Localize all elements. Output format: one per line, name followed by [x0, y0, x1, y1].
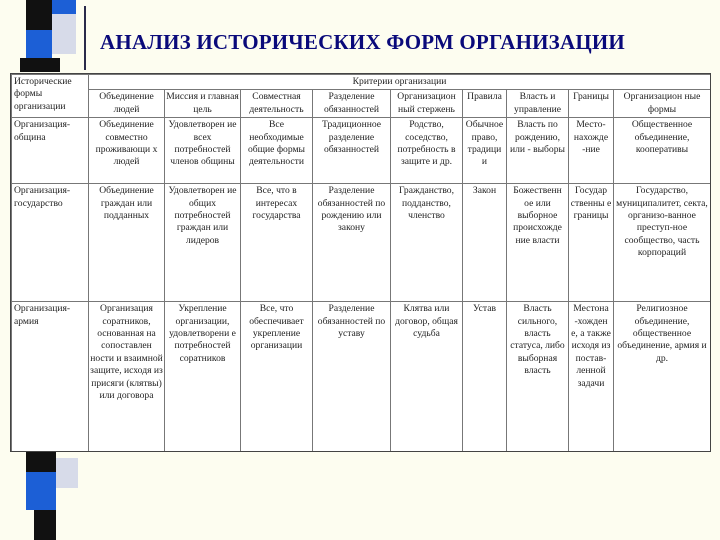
table-header-row [12, 75, 711, 90]
table-cell: Удовлетворен ие всех потребностей членов общины [165, 118, 241, 184]
column-header-row [12, 90, 711, 118]
slide-title: АНАЛИЗ ИСТОРИЧЕСКИХ ФОРМ ОРГАНИЗАЦИИ [100, 30, 625, 54]
row-header: Организация-община [12, 118, 89, 184]
table-cell: Власть сильного, власть статуса, либо выборная власть [507, 302, 569, 452]
column-header: Власть и управление [507, 90, 569, 118]
table-cell: Объединение совместно проживающи х людей [89, 118, 165, 184]
table-cell: Укрепление организации, удовлетворени е потребностей соратников [165, 302, 241, 452]
column-header: Объединение людей [89, 90, 165, 118]
table-cell: Местона -хожден е, а также исходя из постав-ленной задачи [569, 302, 614, 452]
table-cell: Организация соратников, основанная на сопоставлен ности и взаимной защите, исходя из присяги (клятвы) или договора [89, 302, 165, 452]
row-header: Организация-государство [12, 184, 89, 302]
table-cell: Государство, муниципалитет, секта, организо-ванное преступ-ное сообщество, часть корпораций [614, 184, 711, 302]
table-row [12, 118, 711, 184]
table-cell: Обычное право, традици и [463, 118, 507, 184]
table-cell: Гражданство, подданство, членство [391, 184, 463, 302]
column-header: Организацион ный стержень [391, 90, 463, 118]
column-header: Миссия и главная цель [165, 90, 241, 118]
table-cell: Место-нахожде -ние [569, 118, 614, 184]
table-cell: Клятва или договор, общая судьба [391, 302, 463, 452]
table-cell: Божественн ое или выборное происхожде ние власти [507, 184, 569, 302]
column-header: Организацион ные формы [614, 90, 711, 118]
table-cell: Все, что обеспечивает укрепление организации [241, 302, 313, 452]
row-header: Организация-армия [12, 302, 89, 452]
table-cell: Удовлетворен ие общих потребностей граждан или лидеров [165, 184, 241, 302]
table-cell: Объединение граждан или подданных [89, 184, 165, 302]
organization-forms-table [10, 73, 711, 452]
column-header: Правила [463, 90, 507, 118]
table-cell: Религиозное объединение, общественное объединение, армия и др. [614, 302, 711, 452]
table-row [12, 184, 711, 302]
table-cell: Традиционное разделение обязанностей [313, 118, 391, 184]
table-cell: Закон [463, 184, 507, 302]
table-cell: Все необходимые общие формы деятельности [241, 118, 313, 184]
corner-header: Исторические формы организации [12, 75, 89, 118]
column-header: Совместная деятельность [241, 90, 313, 118]
table-cell: Устав [463, 302, 507, 452]
criteria-header: Критерии организации [89, 75, 711, 90]
table-cell: Родство, соседство, потребность в защите и др. [391, 118, 463, 184]
table-cell: Общественное объединение, кооперативы [614, 118, 711, 184]
table-row [12, 302, 711, 452]
table-cell: Все, что в интересах государства [241, 184, 313, 302]
table-cell: Власть по рождению, или - выборы [507, 118, 569, 184]
table-cell: Разделение обязанностей по рождению или закону [313, 184, 391, 302]
column-header: Границы [569, 90, 614, 118]
title-divider [84, 6, 86, 70]
table-cell: Разделение обязанностей по уставу [313, 302, 391, 452]
table-cell: Государ ственны е границы [569, 184, 614, 302]
column-header: Разделение обязанностей [313, 90, 391, 118]
